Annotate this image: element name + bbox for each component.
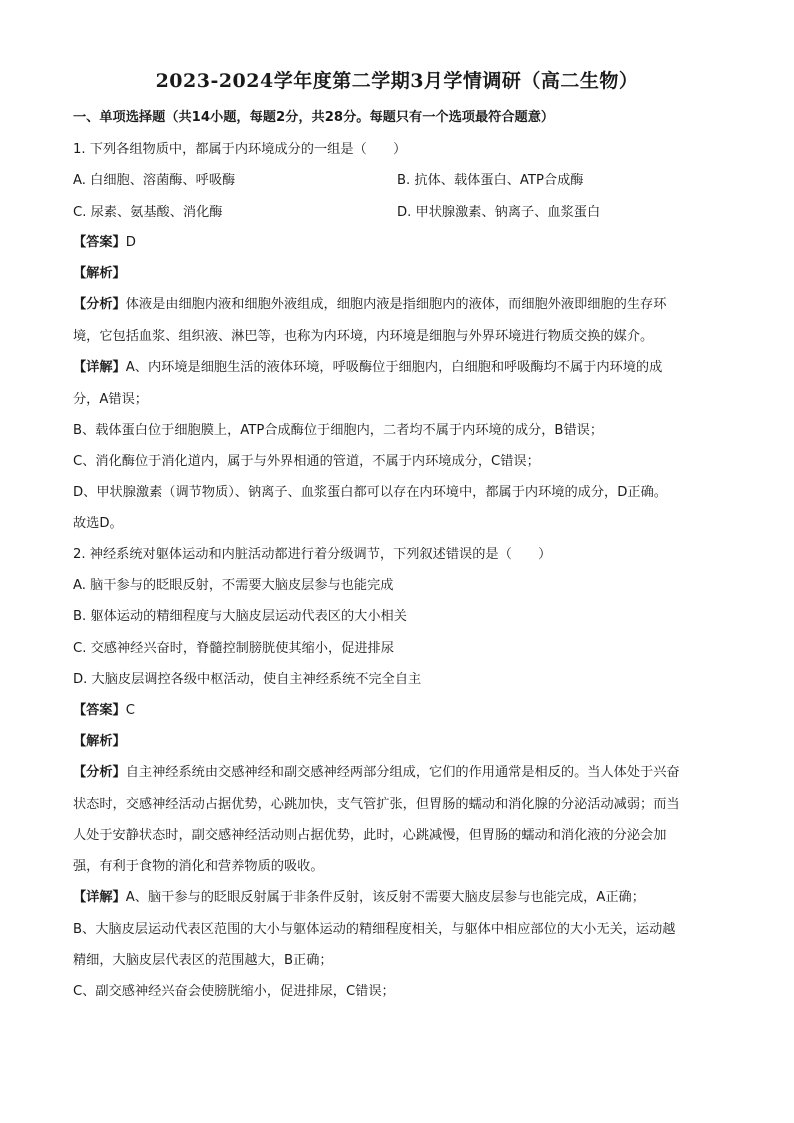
question-2-option-a: A. 脑干参与的眨眼反射，不需要大脑皮层参与也能完成 (73, 578, 394, 593)
question-2-detail-line-2: B、大脑皮层运动代表区范围的大小与躯体运动的精细程度相关，与躯体中相应部位的大小无关，运动越 (73, 922, 676, 937)
question-2-analysis-tag: 【解析】 (73, 734, 126, 749)
question-1-detail-line-2: 分，A错误； (73, 392, 148, 407)
xiangjie-tag: 【详解】 (73, 890, 126, 905)
answer-value: D (125, 235, 136, 250)
question-2-option-b: B. 躯体运动的精细程度与大脑皮层运动代表区的大小相关 (73, 609, 407, 624)
question-1-option-d: D. 甲状腺激素、钠离子、血浆蛋白 (397, 205, 601, 220)
question-1-option-c: C. 尿素、氨基酸、消化酶 (73, 205, 223, 220)
xiangjie-tag: 【详解】 (73, 360, 126, 375)
question-1-detail-line-1: 【详解】A、内环境是细胞生活的液体环境，呼吸酶位于细胞内，白细胞和呼吸酶均不属于内环境的成 (73, 360, 663, 375)
section-heading: 一、单项选择题（共14小题，每题2分，共28分。每题只有一个选项最符合题意） (73, 110, 555, 125)
question-1-fenxi-line-1: 【分析】体液是由细胞内液和细胞外液组成，细胞内液是指细胞内的液体，而细胞外液即细胞的生存环 (73, 297, 667, 312)
question-1-detail-line-5: D、甲状腺激素（调节物质）、钠离子、血浆蛋白都可以存在内环境中，都属于内环境的成分，D正确。 (73, 485, 667, 500)
answer-tag: 【答案】 (73, 235, 126, 250)
question-1-detail-line-4: C、消化酶位于消化道内，属于与外界相通的管道，不属于内环境成分，C错误； (73, 454, 540, 469)
question-2-detail-line-1: 【详解】A、脑干参与的眨眼反射属于非条件反射，该反射不需要大脑皮层参与也能完成，A正确； (73, 890, 645, 905)
question-2-stem: 2. 神经系统对躯体运动和内脏活动都进行着分级调节，下列叙述错误的是（ ） (73, 547, 552, 562)
question-1-option-b: B. 抗体、载体蛋白、ATP合成酶 (397, 173, 584, 188)
question-1-option-a: A. 白细胞、溶菌酶、呼吸酶 (73, 173, 236, 188)
question-2-detail-line-4: C、副交感神经兴奋会使膀胱缩小，促进排尿，C错误； (73, 984, 395, 999)
question-1-stem: 1. 下列各组物质中，都属于内环境成分的一组是（ ） (73, 142, 407, 157)
question-1-conclusion: 故选D。 (73, 516, 123, 531)
answer-value: C (125, 703, 135, 718)
question-2-fenxi-line-2: 状态时，交感神经活动占据优势，心跳加快，支气管扩张，但胃肠的蠕动和消化腺的分泌活动减弱；而当 (73, 797, 680, 812)
question-1-answer (73, 233, 136, 253)
question-1-fenxi-line-2: 境，它包括血浆、组织液、淋巴等，也称为内环境，内环境是细胞与外界环境进行物质交换的媒介。 (73, 329, 654, 344)
question-1-analysis-tag: 【解析】 (73, 266, 126, 281)
answer-tag: 【答案】 (73, 703, 126, 718)
question-2-option-d: D. 大脑皮层调控各级中枢活动，使自主神经系统不完全自主 (73, 672, 422, 687)
fenxi-tag: 【分析】 (73, 765, 126, 780)
question-2-fenxi-line-3: 人处于安静状态时，副交感神经活动则占据优势，此时，心跳减慢，但胃肠的蠕动和消化液的分泌会加 (73, 828, 667, 843)
question-1-detail-line-3: B、载体蛋白位于细胞膜上，ATP合成酶位于细胞内，二者均不属于内环境的成分，B错误； (73, 423, 604, 438)
page-title: 2023-2024学年度第二学期3月学情调研（高二生物） (155, 70, 639, 92)
question-2-fenxi-line-4: 强，有利于食物的消化和营养物质的吸收。 (73, 859, 324, 874)
fenxi-tag: 【分析】 (73, 297, 126, 312)
question-2-option-c: C. 交感神经兴奋时，脊髓控制膀胱使其缩小，促进排尿 (73, 641, 394, 656)
question-2-fenxi-line-1: 【分析】自主神经系统由交感神经和副交感神经两部分组成，它们的作用通常是相反的。当人体处于兴奋 (73, 765, 680, 780)
question-2-answer (73, 701, 135, 721)
question-2-detail-line-3: 精细，大脑皮层代表区的范围越大，B正确； (73, 953, 333, 968)
